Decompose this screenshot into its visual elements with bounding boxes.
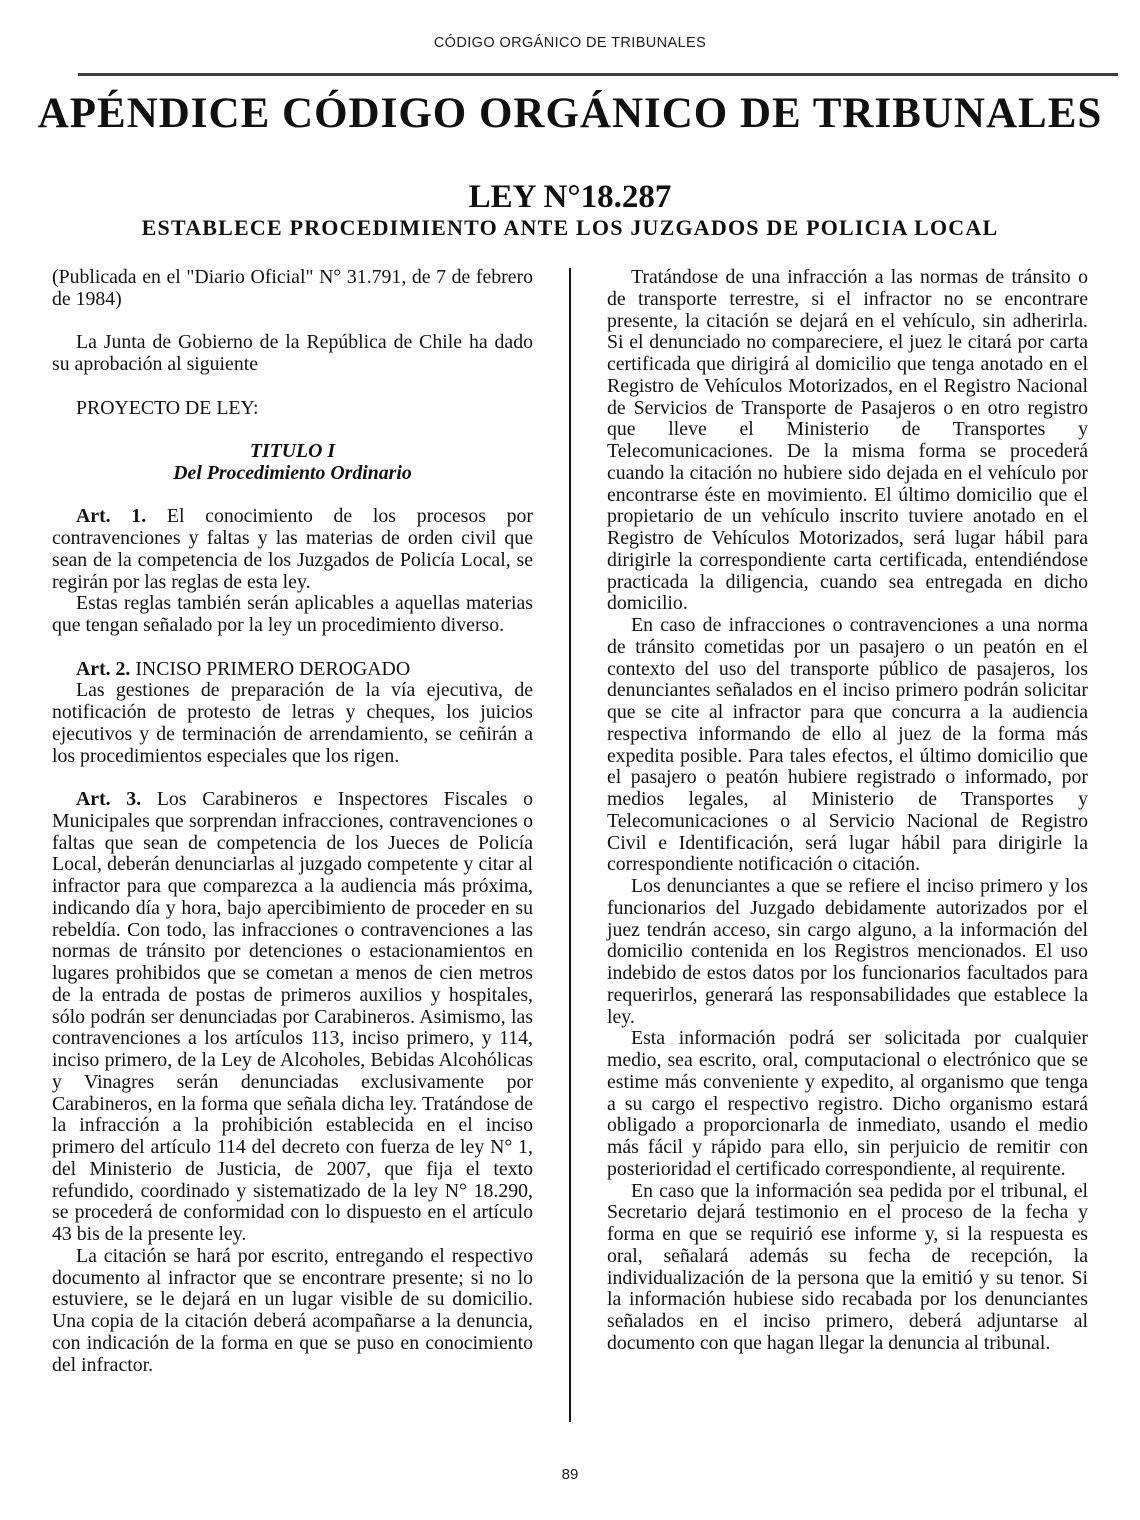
article-3-continuation: La citación se hará por escrito, entregando el respectivo documento al infractor que se encontrare presente; si no lo estuviere, se le dejará en un lugar visible de su domicilio. Una copia de la citación deberá acompañarse a la denuncia, con indicación de la forma en que se puso en conocimiento del infractor.: [52, 1244, 533, 1376]
titulo-i-heading: TITULO I: [249, 440, 336, 462]
article-3-paragraph: [52, 789, 533, 1246]
article-1-text: El conocimiento de los procesos por contravenciones y faltas y las materias de orden civil que sean de la competencia de los Juzgados de Policía Local, se regirán por las reglas de esta ley.: [52, 505, 534, 593]
article-2-continuation: Las gestiones de preparación de la vía ejecutiva, de notificación de protesto de letras y cheques, los juicios ejecutivos y de terminación de arrendamiento, se ceñirán a los procedimientos especiales que los rigen.: [52, 679, 533, 767]
appendix-title: APÉNDICE CÓDIGO ORGÁNICO DE TRIBUNALES: [37, 90, 1103, 137]
body-paragraph-4: Esta información podrá ser solicitada por cualquier medio, sea escrito, oral, computacional o electrónico que se estime más conveniente y expedito, al organismo que tenga a su cargo el respectivo registro. Dicho organismo estará obligado a proporcionarla de inmediato, usando el medio más fácil y rápido para ello, sin perjuicio de remitir con posterioridad el certificado correspondiente, al requirente.: [607, 1027, 1088, 1180]
intro-paragraph: La Junta de Gobierno de la República de Chile ha dado su aprobación al siguiente: [52, 331, 533, 375]
left-column: [52, 267, 533, 1376]
law-subtitle: ESTABLECE PROCEDIMIENTO ANTE LOS JUZGADOS DE POLICIA LOCAL: [141, 215, 999, 240]
right-column: [607, 267, 1088, 1355]
article-2-paragraph: [52, 659, 533, 681]
article-2-text: INCISO PRIMERO DEROGADO: [135, 657, 411, 680]
article-1-paragraph: [52, 506, 533, 593]
running-header: CÓDIGO ORGÁNICO DE TRIBUNALES: [433, 35, 707, 51]
article-1-continuation: Estas reglas también serán aplicables a aquellas materias que tengan señalado por la ley un procedimiento diverso.: [52, 592, 533, 636]
body-paragraph-2: En caso de infracciones o contravenciones a una norma de tránsito cometidas por un pasajero o un peatón en el contexto del uso del transporte público de pasajeros, los denunciantes señalados en el inciso primero podrán solicitar que se cite al infractor para que concurra a la audiencia respectiva informando de ello al juez de la forma más expedita posible. Para tales efectos, el último domicilio que el pasajero o peatón hubiere registrado o informado, por medios legales, al Ministerio de Transportes y Telecomunicaciones o al Servicio Nacional de Registro Civil e Identificación, será lugar hábil para dirigirle la correspondiente notificación o citación.: [607, 614, 1088, 876]
article-3-label: Art. 3.: [76, 788, 142, 810]
body-paragraph-1: Tratándose de una infracción a las normas de tránsito o de transporte terrestre, si el infractor no se encontrare presente, la citación se dejará en el vehículo, sin adherirla. Si el denunciado no compareciere, el juez le citará por carta certificada que dirigirá al domicilio que tenga anotado en el Registro de Vehículos Motorizados, en el Registro Nacional de Servicios de Transporte de Pasajeros o en otro registro que lleve el Ministerio de Transportes y Telecomunicaciones. De la misma forma se procederá cuando la citación no hubiere sido dejada en el vehículo por encontrarse éste en movimiento. El último domicilio que el propietario de un vehículo inscrito tuviere anotado en el Registro de Vehículos Motorizados, será lugar hábil para dirigirle la correspondiente carta certificada, entendiéndose practicada la diligencia, cuando sea entregada en dicho domicilio.: [607, 266, 1088, 615]
body-paragraph-3: Los denunciantes a que se refiere el inciso primero y los funcionarios del Juzgado debidamente autorizados por el juez tendrán acceso, sin cargo alguno, a la información del domicilio contenida en los Registros mencionados. El uso indebido de estos datos por los funcionarios facultados para requerirlos, generará las responsabilidades que establece la ley.: [607, 875, 1088, 1028]
header-rule: [78, 73, 1118, 76]
proyecto-de-ley-label: PROYECTO DE LEY:: [76, 396, 259, 419]
article-3-text: Los Carabineros e Inspectores Fiscales o Municipales que sorprendan infracciones, contravenciones o faltas que sean de competencia de los Jueces de Policía Local, deberán denunciarlas al juzgado competente y citar al infractor para que comparezca a la audiencia más próxima, indicando día y hora, bajo apercibimiento de proceder en su rebeldía. Con todo, las infracciones o contravenciones a las normas de tránsito por detenciones o estacionamientos en lugares prohibidos que se cometan a menos de cien metros de la entrada de postas de primeros auxilios y hospitales, sólo podrán ser denunciadas por Carabineros. Asimismo, las contravenciones a los artículos 113, inciso primero, y 114, inciso primero, de la Ley de Alcoholes, Bebidas Alcohólicas y Vinagres serán denunciadas exclusivamente por Carabineros, en la forma que señala dicha ley. Tratándose de la infracción a la prohibición establecida en el inciso primero del artículo 114 del decreto con fuerza de ley N° 1, del Ministerio de Justicia, de 2007, que fija el texto refundido, coordinado y sistematizado de la ley N° 18.290, se procederá de conformidad con lo dispuesto en el artículo 43 bis de la presente ley.: [52, 788, 533, 1245]
article-2-label: Art. 2.: [76, 657, 131, 680]
page-number: 89: [561, 1466, 579, 1483]
publication-note: (Publicada en el "Diario Oficial" N° 31.791, de 7 de febrero de 1984): [52, 266, 533, 310]
body-paragraph-5: En caso que la información sea pedida por el tribunal, el Secretario dejará testimonio en el proceso de la fecha y forma en que se requirió ese informe y, si la respuesta es oral, señalará además su fecha de recepción, la individualización de la persona que la emitió y su tenor. Si la información hubiese sido recabada por los denunciantes señalados en el inciso primero, deberá adjuntarse al documento con que hagan llegar la denuncia al tribunal.: [607, 1179, 1088, 1354]
law-number-title: LEY N°18.287: [468, 179, 672, 215]
procedimiento-ordinario-heading: Del Procedimiento Ordinario: [173, 461, 412, 484]
article-1-label: Art. 1.: [76, 505, 147, 528]
column-divider: [569, 268, 571, 1422]
